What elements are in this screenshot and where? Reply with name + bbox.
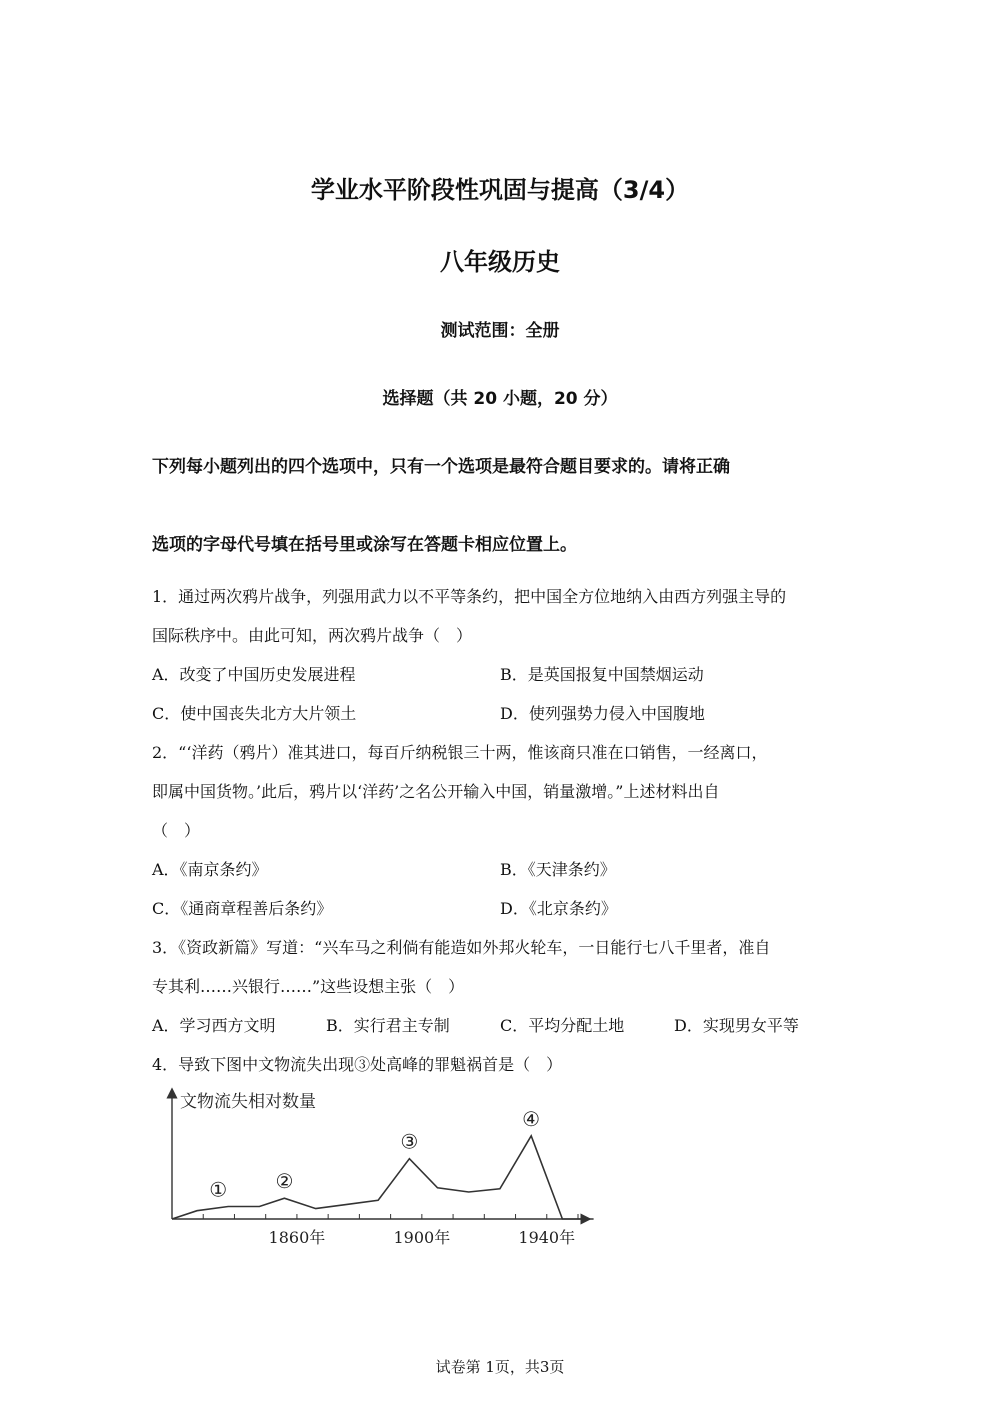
page-footer: 试卷第 1页，共3页 bbox=[435, 1358, 565, 1376]
question-3-option-c[interactable]: C．平均分配土地 bbox=[500, 1016, 625, 1035]
question-1-option-d[interactable]: D．使列强势力侵入中国腹地 bbox=[500, 704, 705, 723]
question-3-option-d[interactable]: D．实现男女平等 bbox=[674, 1016, 799, 1035]
question-2-option-a[interactable]: A．《南京条约》 bbox=[152, 860, 268, 879]
question-2-text: 即属中国货物。’此后，鸦片以‘洋药’之名公开输入中国，销量激增。”上述材料出自 bbox=[152, 782, 720, 801]
section-heading: 选择题（共 20 小题，20 分） bbox=[382, 389, 618, 409]
question-2-option-b[interactable]: B．《天津条约》 bbox=[500, 860, 616, 879]
y-axis-label: 文物流失相对数量 bbox=[180, 1092, 316, 1112]
instruction-line-1: 下列每小题列出的四个选项中，只有一个选项是最符合题目要求的。请将正确 bbox=[152, 457, 730, 477]
question-3-option-a[interactable]: A．学习西方文明 bbox=[152, 1016, 276, 1035]
question-1-option-b[interactable]: B．是英国报复中国禁烟运动 bbox=[500, 665, 704, 684]
question-1-text: 国际秩序中。由此可知，两次鸦片战争（ ） bbox=[152, 626, 473, 645]
peak-annotation: ③ bbox=[400, 1129, 419, 1154]
relic-loss-chart bbox=[150, 1085, 600, 1255]
series-line bbox=[172, 1136, 594, 1219]
peak-annotation: ① bbox=[209, 1177, 228, 1202]
question-3-option-b[interactable]: B．实行君主专制 bbox=[326, 1016, 450, 1035]
question-1-option-a[interactable]: A．改变了中国历史发展进程 bbox=[152, 665, 356, 684]
question-1-text: 1．通过两次鸦片战争，列强用武力以不平等条约，把中国全方位地纳入由西方列强主导的 bbox=[152, 587, 787, 606]
question-2-text: 2．“‘洋药（鸦片）准其进口，每百斤纳税银三十两，惟该商只准在口销售，一经离口， bbox=[152, 743, 768, 762]
question-2-option-d[interactable]: D．《北京条约》 bbox=[500, 899, 617, 918]
question-3-text: 3．《资政新篇》写道：“兴车马之利倘有能造如外邦火轮车，一日能行七八千里者，准自 bbox=[152, 938, 771, 957]
test-scope: 测试范围：全册 bbox=[440, 321, 560, 341]
page-subtitle: 八年级历史 bbox=[440, 248, 560, 276]
x-tick-label: 1940年 bbox=[518, 1228, 576, 1247]
question-1-option-c[interactable]: C．使中国丧失北方大片领土 bbox=[152, 704, 357, 723]
peak-annotation: ④ bbox=[522, 1106, 541, 1131]
x-tick-label: 1860年 bbox=[268, 1228, 326, 1247]
question-2-option-c[interactable]: C．《通商章程善后条约》 bbox=[152, 899, 333, 918]
x-tick-label: 1900年 bbox=[393, 1228, 451, 1247]
question-3-text: 专其利……兴银行……”这些设想主张（ ） bbox=[152, 977, 465, 996]
page-title: 学业水平阶段性巩固与提高（3/4） bbox=[310, 176, 690, 204]
instruction-line-2: 选项的字母代号填在括号里或涂写在答题卡相应位置上。 bbox=[152, 535, 577, 555]
question-2-text: （ ） bbox=[152, 821, 201, 840]
question-4-text: 4．导致下图中文物流失出现③处高峰的罪魁祸首是（ ） bbox=[152, 1055, 563, 1074]
peak-annotation: ② bbox=[275, 1169, 294, 1194]
